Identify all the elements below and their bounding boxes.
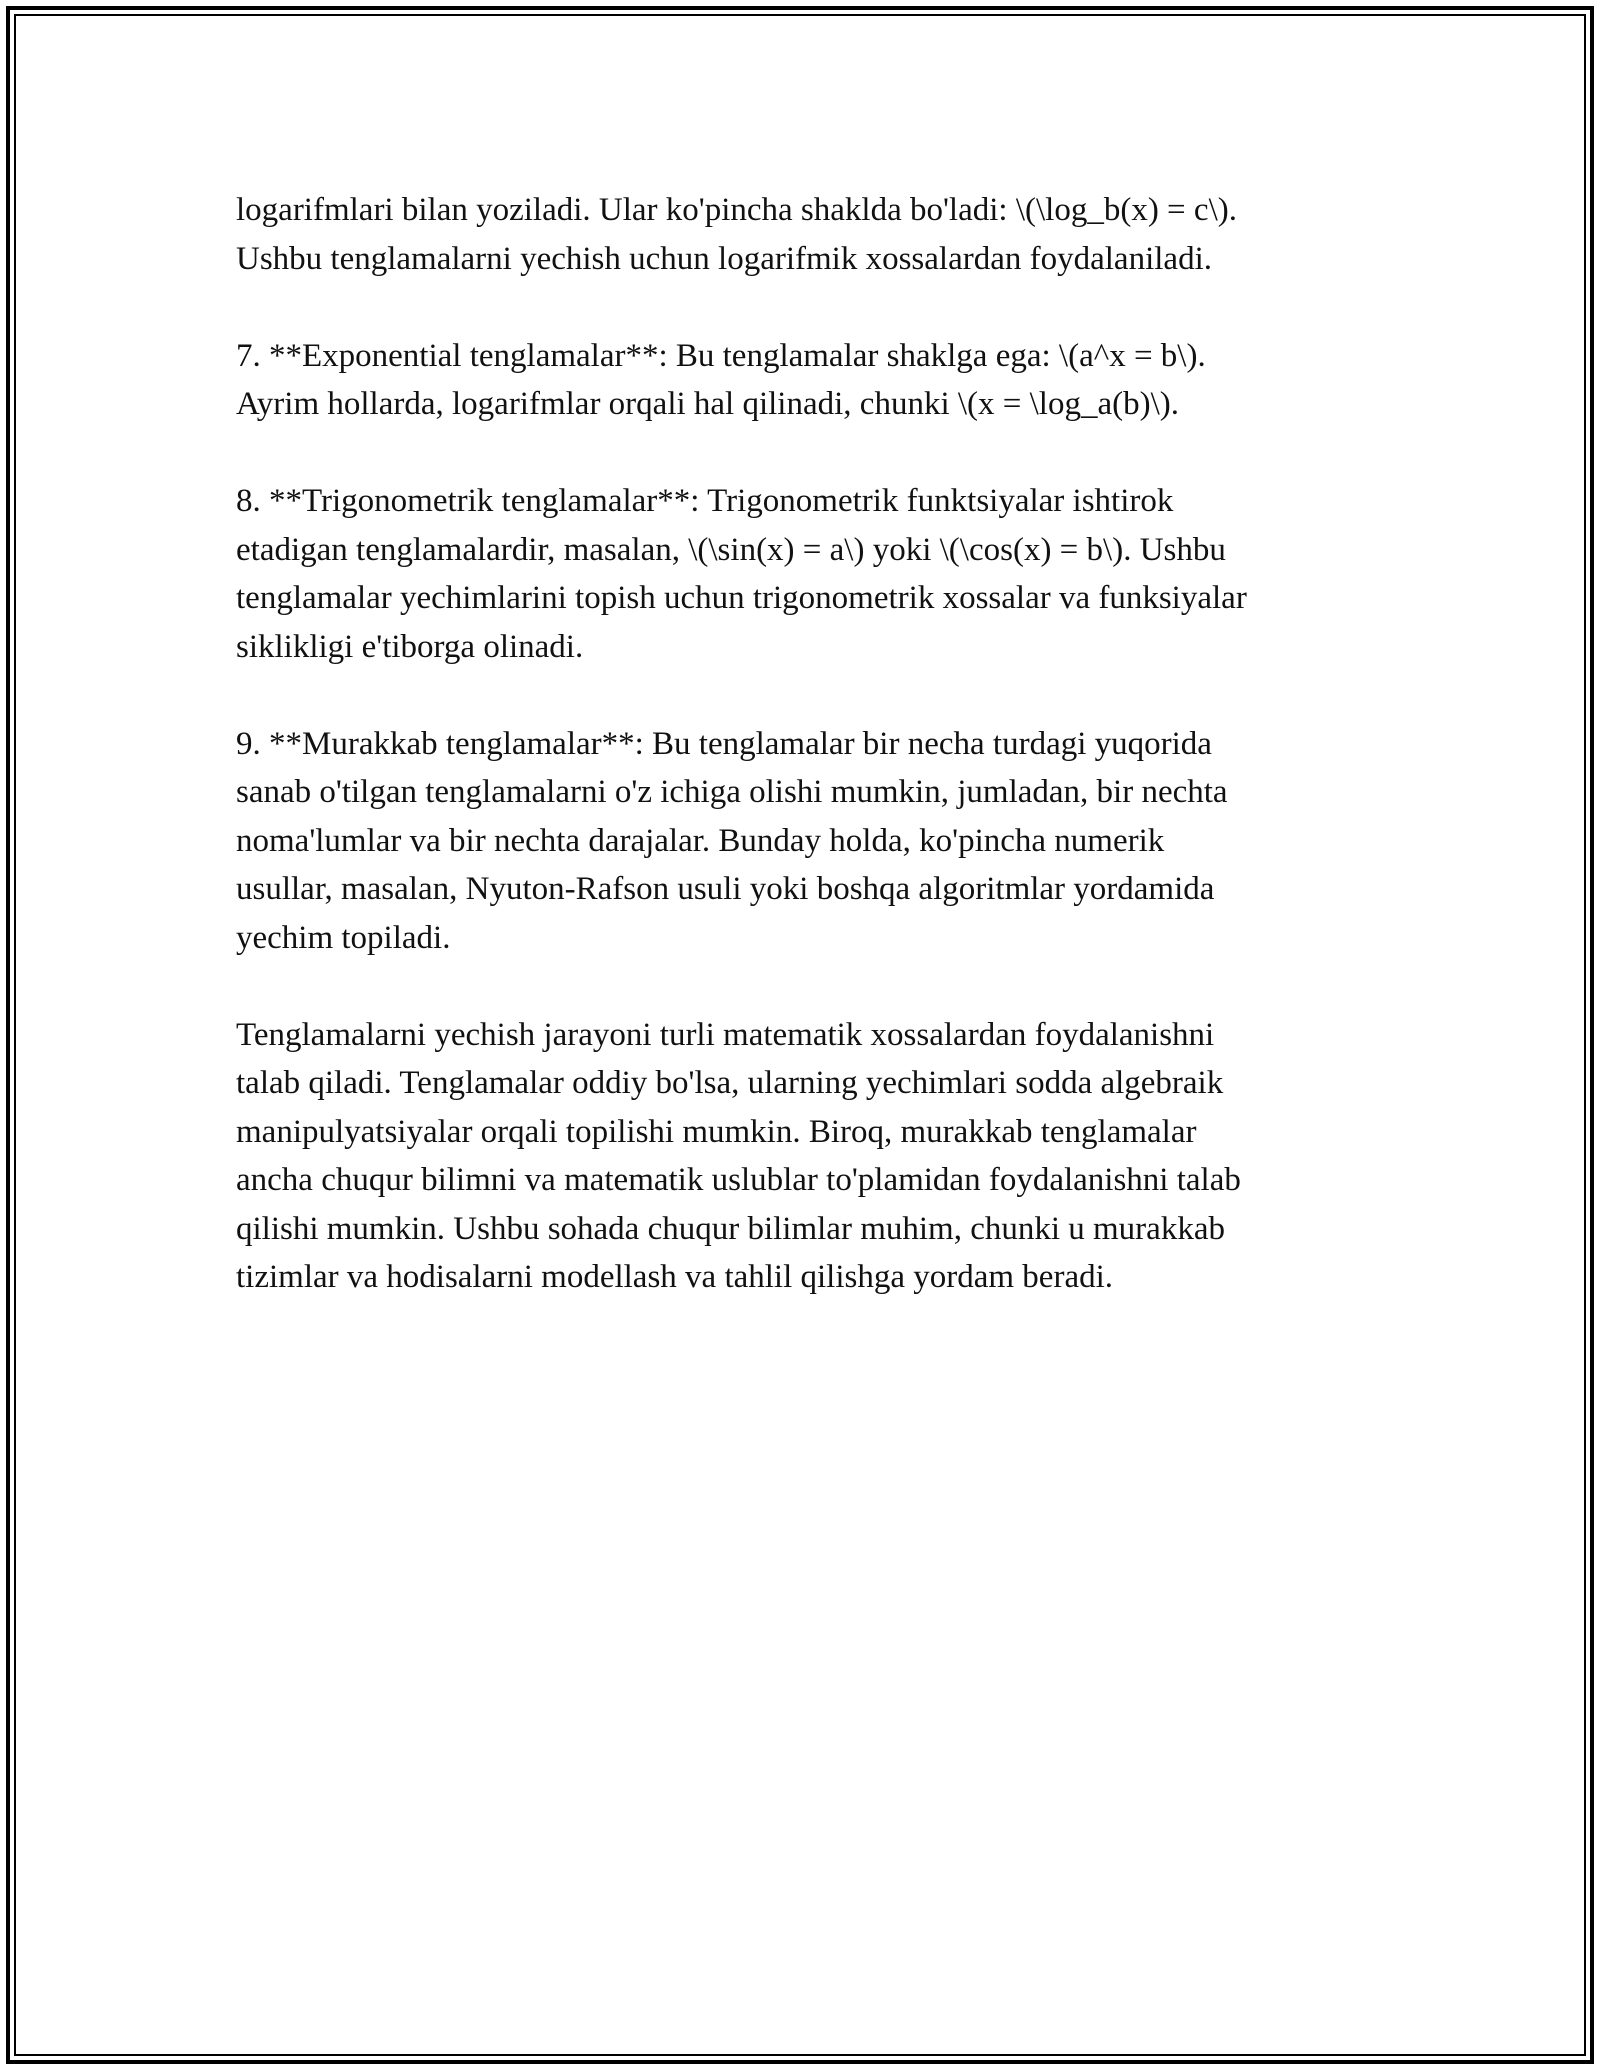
text-line: talab qiladi. Tenglamalar oddiy bo'lsa, ularning yechimlari sodda algebraik bbox=[236, 1065, 1224, 1101]
text-line: ancha chuqur bilimni va matematik uslublar to'plamidan foydalanishni talab bbox=[236, 1162, 1241, 1198]
text-line: 9. **Murakkab tenglamalar**: Bu tenglamalar bir necha turdagi yuqorida bbox=[236, 725, 1212, 762]
text-line: 7. **Exponential tenglamalar**: Bu tenglamalar shaklga ega: \(a^x = b\). bbox=[236, 337, 1206, 374]
document-body bbox=[236, 186, 1376, 1350]
text-line: Tenglamalarni yechish jarayoni turli matematik xossalardan foydalanishni bbox=[236, 1016, 1215, 1053]
text-line: 8. **Trigonometrik tenglamalar**: Trigonometrik funktsiyalar ishtirok bbox=[236, 483, 1174, 519]
text-line: noma'lumlar va bir nechta darajalar. Bunday holda, ko'pincha numerik bbox=[236, 822, 1165, 859]
paragraph-exponential bbox=[236, 332, 1376, 429]
text-line: manipulyatsiyalar orqali topilishi mumkin. Biroq, murakkab tenglamalar bbox=[236, 1113, 1197, 1150]
text-line: sanab o'tilgan tenglamalarni o'z ichiga olishi mumkin, jumladan, bir nechta bbox=[236, 774, 1228, 810]
text-line: Ushbu tenglamalarni yechish uchun logarifmik xossalardan foydalaniladi. bbox=[236, 240, 1212, 277]
text-line: etadigan tenglamalardir, masalan, \(\sin(x) = a\) yoki \(\cos(x) = b\). Ushbu bbox=[236, 531, 1226, 568]
paragraph-trigonometric bbox=[236, 477, 1376, 671]
text-line: Ayrim hollarda, logarifmlar orqali hal qilinadi, chunki \(x = \log_a(b)\). bbox=[236, 386, 1179, 422]
paragraph-conclusion bbox=[236, 1011, 1376, 1302]
text-line: usullar, masalan, Nyuton-Rafson usuli yoki boshqa algoritmlar yordamida bbox=[236, 871, 1215, 907]
text-line: logarifmlari bilan yoziladi. Ular ko'pincha shaklda bo'ladi: \(\log_b(x) = c\). bbox=[236, 192, 1237, 228]
paragraph-complex bbox=[236, 720, 1376, 963]
text-line: siklikligi e'tiborga olinadi. bbox=[236, 628, 584, 665]
text-line: tizimlar va hodisalarni modellash va tahlil qilishga yordam beradi. bbox=[236, 1259, 1114, 1295]
text-line: yechim topiladi. bbox=[236, 919, 451, 956]
text-line: tenglamalar yechimlarini topish uchun trigonometrik xossalar va funksiyalar bbox=[236, 580, 1247, 616]
text-line: qilishi mumkin. Ushbu sohada chuqur bilimlar muhim, chunki u murakkab bbox=[236, 1210, 1225, 1247]
paragraph-logarithmic-continued bbox=[236, 186, 1376, 283]
